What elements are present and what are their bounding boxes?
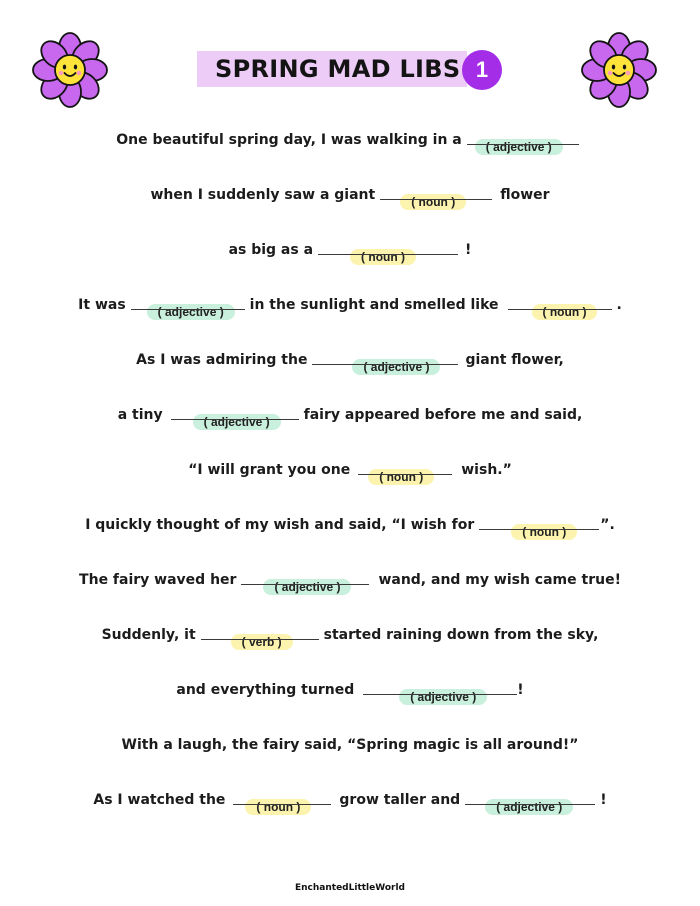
line-text: “I will grant you one	[188, 462, 351, 478]
line-text: It was	[78, 297, 126, 313]
adjective-hint: ( adjective )	[399, 689, 487, 705]
story-line-10	[0, 626, 700, 649]
footer-credit: EnchantedLittleWorld	[295, 883, 405, 893]
line-text: The fairy waved her	[79, 572, 237, 588]
noun-hint: ( noun )	[532, 304, 598, 320]
adjective-hint: ( adjective )	[475, 139, 563, 155]
answer-blank[interactable]	[241, 571, 369, 594]
title-banner	[197, 51, 467, 87]
adjective-hint: ( adjective )	[263, 579, 351, 595]
story-line-3	[0, 241, 700, 264]
answer-blank[interactable]	[171, 406, 299, 429]
line-text: !	[517, 682, 524, 698]
answer-blank[interactable]	[479, 516, 599, 539]
line-text: Suddenly, it	[101, 627, 196, 643]
line-text: as big as a	[228, 242, 314, 258]
page-number-badge: 1	[462, 50, 502, 90]
line-text: grow taller and	[339, 792, 461, 808]
answer-blank[interactable]	[312, 351, 458, 374]
story-line-13	[0, 791, 700, 814]
line-text: As I was admiring the	[136, 352, 308, 368]
line-text: in the sunlight and smelled like	[249, 297, 499, 313]
answer-blank[interactable]	[465, 791, 595, 814]
line-text: !	[600, 792, 607, 808]
noun-hint: ( noun )	[400, 194, 466, 210]
noun-hint: ( noun )	[368, 469, 434, 485]
line-text: and everything turned	[176, 682, 355, 698]
smiling-flower-icon	[31, 31, 109, 109]
line-text: wand, and my wish came true!	[378, 572, 621, 588]
answer-blank[interactable]	[358, 461, 452, 484]
story-line-11	[0, 681, 700, 704]
noun-hint: ( noun )	[350, 249, 416, 265]
adjective-hint: ( adjective )	[352, 359, 440, 375]
adjective-hint: ( adjective )	[485, 799, 573, 815]
line-text: !	[465, 242, 472, 258]
story-line-9	[0, 571, 700, 594]
line-text: flower	[500, 187, 550, 203]
story-line-6	[0, 406, 700, 429]
verb-hint: ( verb )	[231, 634, 293, 650]
answer-blank[interactable]	[363, 681, 517, 704]
line-text: I quickly thought of my wish and said, “I wish for	[85, 517, 475, 533]
story-line-7	[0, 461, 700, 484]
story-line-2	[0, 186, 700, 209]
answer-blank[interactable]	[233, 791, 331, 814]
story-line-8	[0, 516, 700, 539]
line-text: ”.	[600, 517, 615, 533]
story-line-1	[0, 131, 700, 154]
answer-blank[interactable]	[380, 186, 492, 209]
story-line-5	[0, 351, 700, 374]
line-text: As I watched the	[93, 792, 226, 808]
line-text: when I suddenly saw a giant	[150, 187, 376, 203]
smiling-flower-icon	[580, 31, 658, 109]
answer-blank[interactable]	[318, 241, 458, 264]
line-text: One beautiful spring day, I was walking in a	[116, 132, 462, 148]
line-text: a tiny	[117, 407, 163, 423]
answer-blank[interactable]	[131, 296, 245, 319]
noun-hint: ( noun )	[511, 524, 577, 540]
answer-blank[interactable]	[508, 296, 612, 319]
story-line-4	[0, 296, 700, 319]
page-title: SPRING MAD LIBS	[215, 55, 461, 83]
line-text: fairy appeared before me and said,	[303, 407, 583, 423]
adjective-hint: ( adjective )	[147, 304, 235, 320]
noun-hint: ( noun )	[245, 799, 311, 815]
story-line-12	[0, 736, 700, 754]
answer-blank[interactable]	[201, 626, 319, 649]
answer-blank[interactable]	[467, 131, 579, 154]
line-text: .	[616, 297, 622, 313]
adjective-hint: ( adjective )	[193, 414, 281, 430]
line-text: giant flower,	[465, 352, 564, 368]
line-text: started raining down from the sky,	[323, 627, 599, 643]
line-text: With a laugh, the fairy said, “Spring magic is all around!”	[121, 737, 579, 753]
line-text: wish.”	[461, 462, 512, 478]
